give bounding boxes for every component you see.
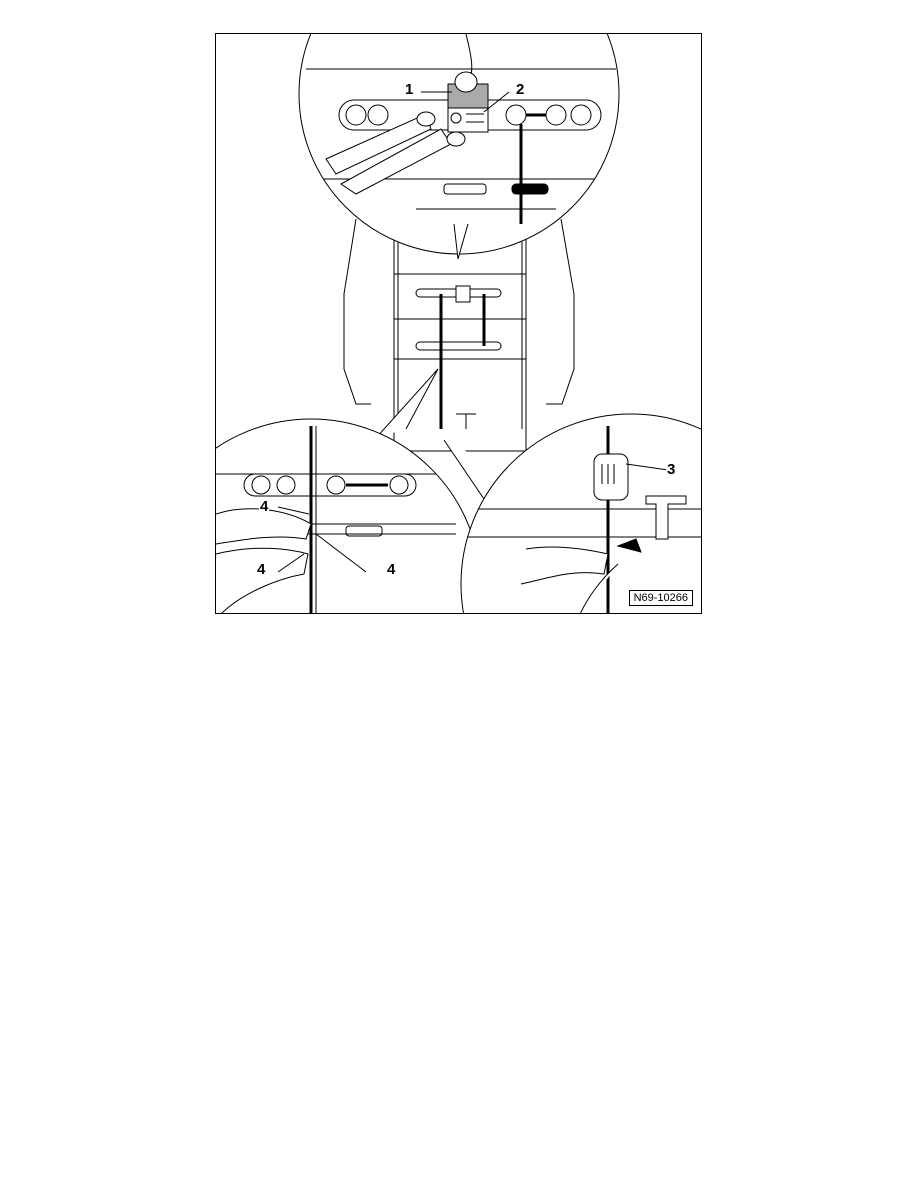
bottom-right-detail-circle xyxy=(456,414,702,614)
callout-4-c: 4 xyxy=(387,561,396,578)
figure-id-label: N69-10266 xyxy=(629,590,693,606)
illustration xyxy=(216,34,702,614)
callout-4-a: 4 xyxy=(260,498,269,515)
callout-2: 2 xyxy=(516,81,525,98)
callout-3: 3 xyxy=(667,461,676,478)
top-detail-circle xyxy=(299,34,619,259)
callout-1: 1 xyxy=(405,81,414,98)
figure-frame xyxy=(215,33,702,614)
callout-4-b: 4 xyxy=(257,561,266,578)
